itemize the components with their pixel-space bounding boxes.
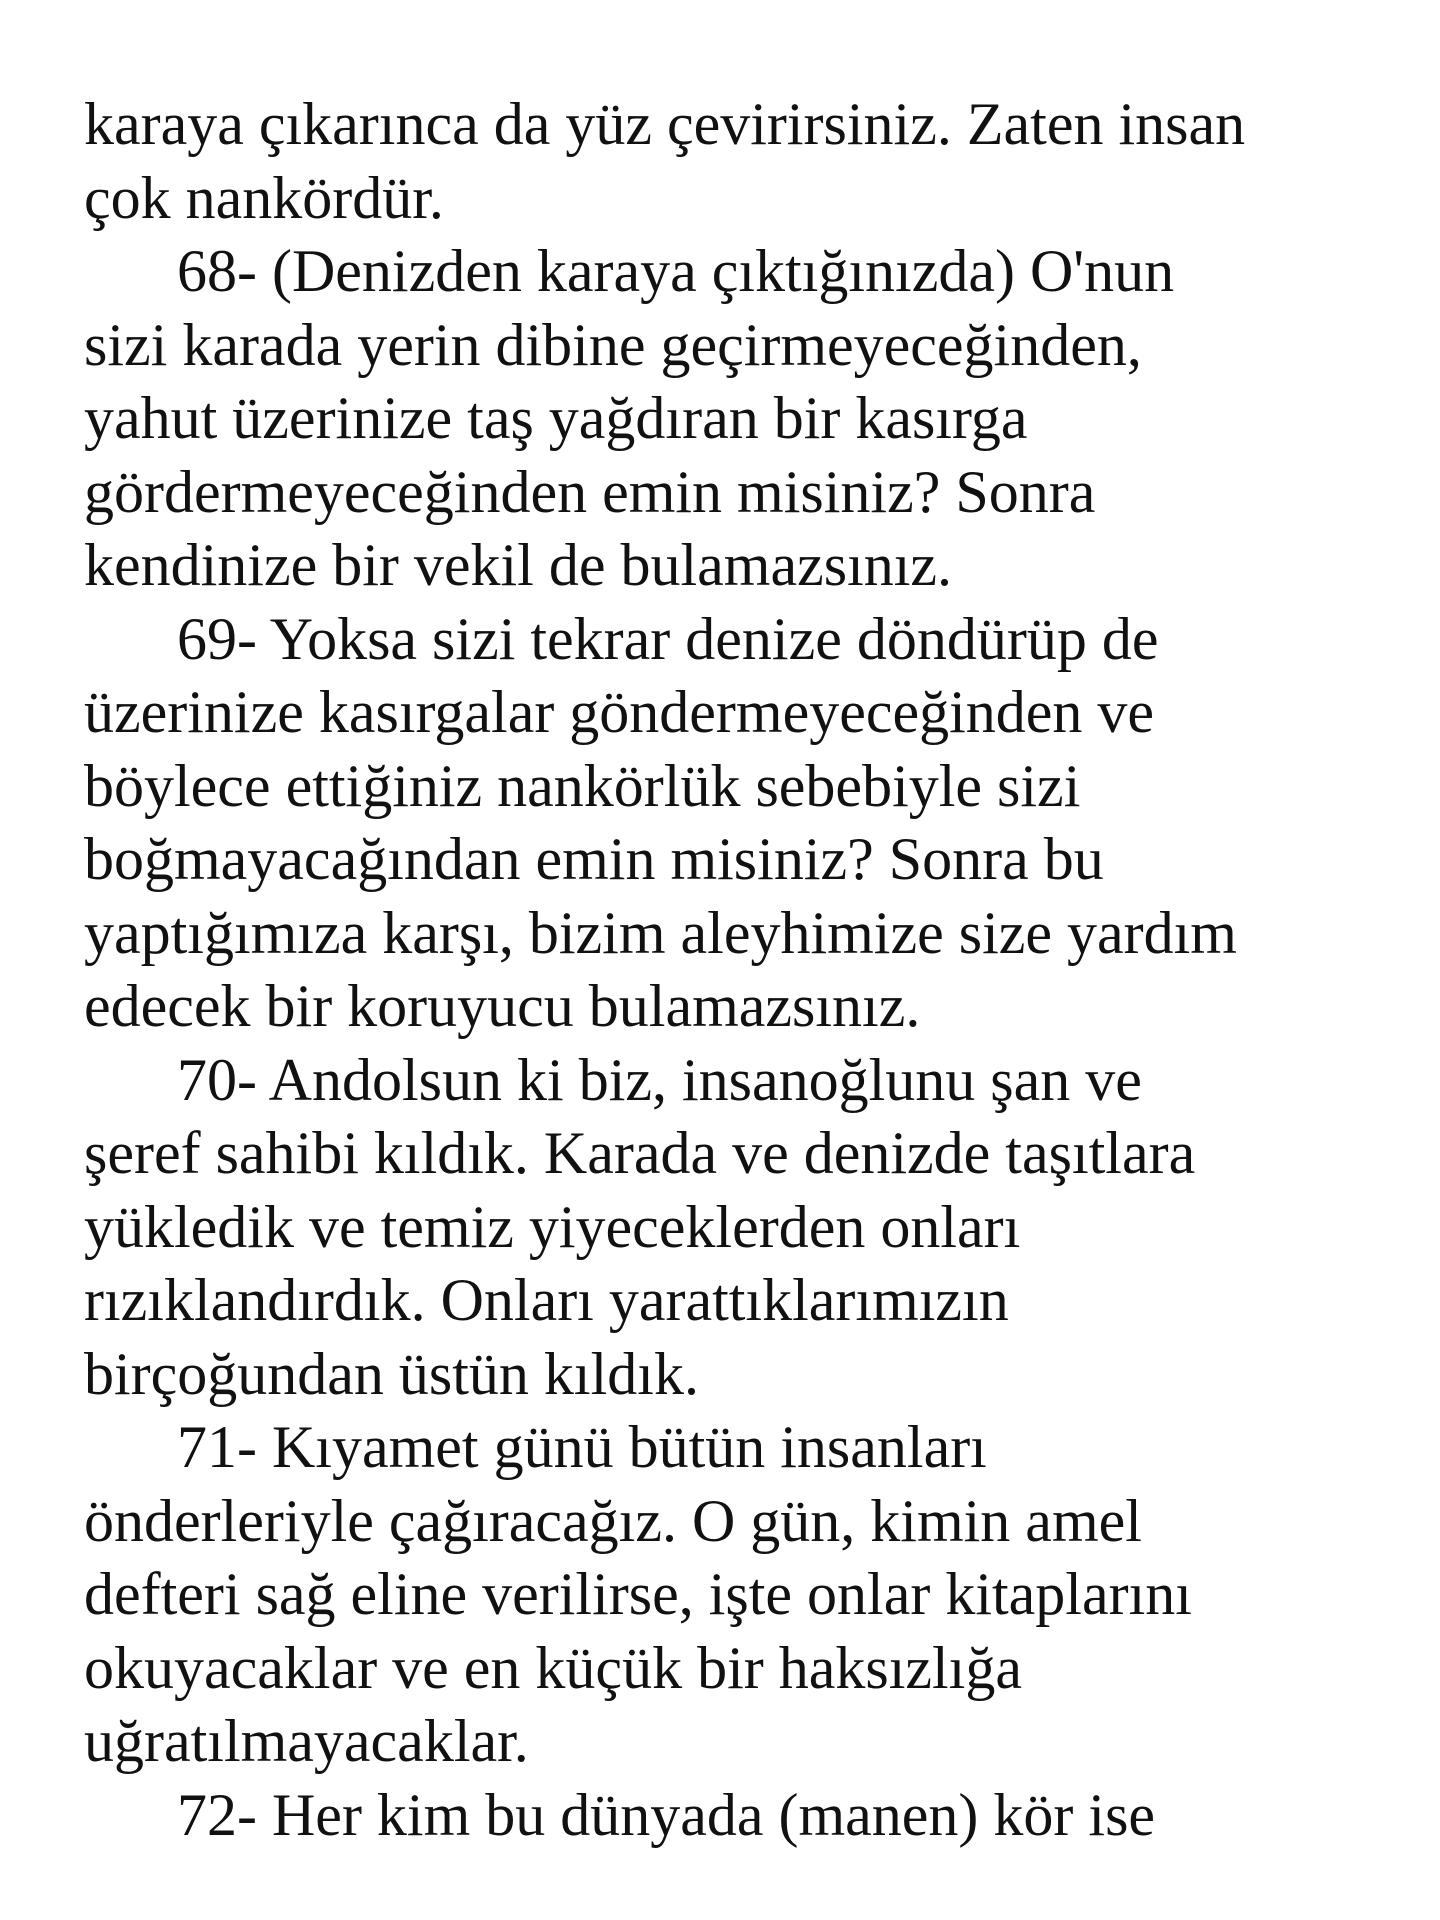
text-line: şeref sahibi kıldık. Karada ve denizde taşıtlara [84,1120,1196,1186]
verse-72-start: 72- Her kim bu dünyada (manen) kör ise [177,1781,1156,1848]
text-line: boğmayacağından emin misiniz? Sonra bu [84,826,1104,892]
verse-70-start: 70- Andolsun ki biz, insanoğlunu şan ve [177,1046,1142,1113]
text-line: yaptığımıza karşı, bizim aleyhimize size yardım [84,899,1237,966]
text-line: uğratılmayacaklar. [84,1708,529,1774]
text-line: rızıklandırdık. Onları yarattıklarımızın [84,1267,1009,1333]
text-line: karaya çıkarınca da yüz çevirirsiniz. Zaten insan [84,91,1246,157]
text-line: kendinize bir vekil de bulamazsınız. [84,532,953,598]
text-line: yükledik ve temiz yiyeceklerden onları [84,1193,1021,1260]
text-line: çok nankördür. [84,164,444,231]
text-line: gördermeyeceğinden emin misiniz? Sonra [84,458,1096,525]
text-line: okuyacaklar ve en küçük bir haksızlığa [84,1634,1022,1701]
document-page [84,88,1384,1852]
text-line: yahut üzerinize taş yağdıran bir kasırga [84,385,1028,451]
verse-71-start: 71- Kıyamet günü bütün insanları [177,1414,987,1480]
text-line: defteri sağ eline verilirse, işte onlar kitaplarını [84,1561,1192,1627]
text-line: böylece ettiğiniz nankörlük sebebiyle sizi [84,752,1081,819]
verse-69-start: 69- Yoksa sizi tekrar denize döndürüp de [177,605,1159,672]
verse-68-start: 68- (Denizden karaya çıktığınızda) O'nun [177,238,1175,304]
text-line: birçoğundan üstün kıldık. [84,1340,699,1407]
text-line: sizi karada yerin dibine geçirmeyeceğinden, [84,311,1142,378]
text-line: edecek bir koruyucu bulamazsınız. [84,973,921,1039]
text-line: önderleriyle çağıracağız. O gün, kimin amel [84,1487,1142,1554]
text-line: üzerinize kasırgalar göndermeyeceğinden ve [84,679,1155,745]
